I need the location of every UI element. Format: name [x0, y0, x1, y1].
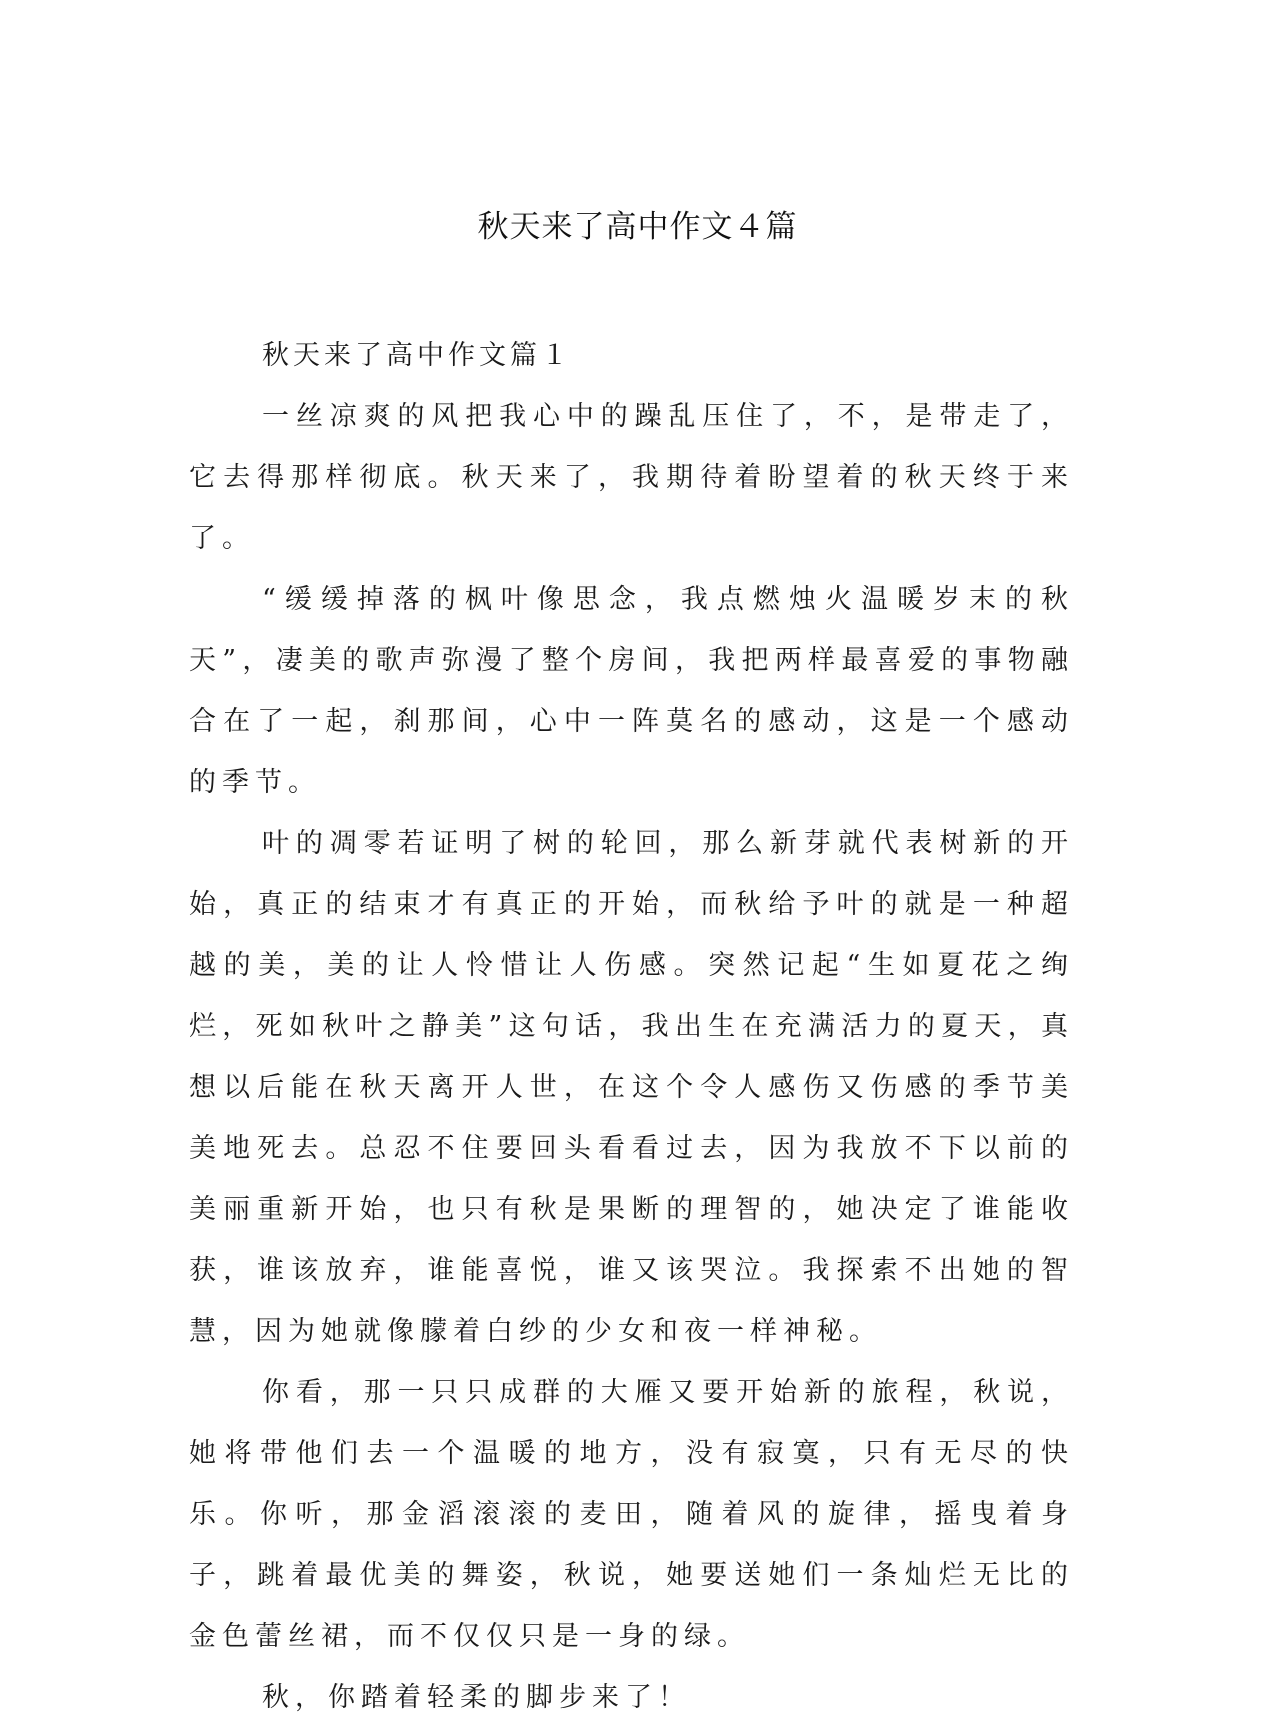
section-heading: 秋天来了高中作文篇１	[262, 340, 572, 371]
paragraph-4: 你看，那一只只成群的大雁又要开始新的旅程，秋说，她将带他们去一个温暖的地方，没有寂寞，只有无尽的快乐。你听，那金滔滚滚的麦田，随着风的旋律，摇曳着身子，跳着最优美的舞姿，秋说，她要送她们一条灿烂无比的金色蕾丝裙，而不仅仅只是一身的绿。	[189, 1377, 1074, 1652]
document-body	[189, 325, 1074, 1728]
paragraph-5: 秋，你踏着轻柔的脚步来了！	[262, 1682, 691, 1713]
paragraph-2: “缓缓掉落的枫叶像思念，我点燃烛火温暖岁末的秋天”，凄美的歌声弥漫了整个房间，我把两样最喜爱的事物融合在了一起，刹那间，心中一阵莫名的感动，这是一个感动的季节。	[189, 584, 1074, 798]
paragraph-1: 一丝凉爽的风把我心中的躁乱压住了，不，是带走了，它去得那样彻底。秋天来了，我期待着盼望着的秋天终于来了。	[189, 401, 1074, 554]
paragraph-3: 叶的凋零若证明了树的轮回，那么新芽就代表树新的开始，真正的结束才有真正的开始，而秋给予叶的就是一种超越的美，美的让人怜惜让人伤感。突然记起“生如夏花之绚烂，死如秋叶之静美”这句话，我出生在充满活力的夏天，真想以后能在秋天离开人世，在这个令人感伤又伤感的季节美美地死去。总忍不住要回头看看过去，因为我放不下以前的美丽重新开始，也只有秋是果断的理智的，她决定了谁能收获，谁该放弃，谁能喜悦，谁又该哭泣。我探索不出她的智慧，因为她就像朦着白纱的少女和夜一样神秘。	[189, 828, 1074, 1347]
document-title: 秋天来了高中作文４篇	[477, 209, 798, 245]
